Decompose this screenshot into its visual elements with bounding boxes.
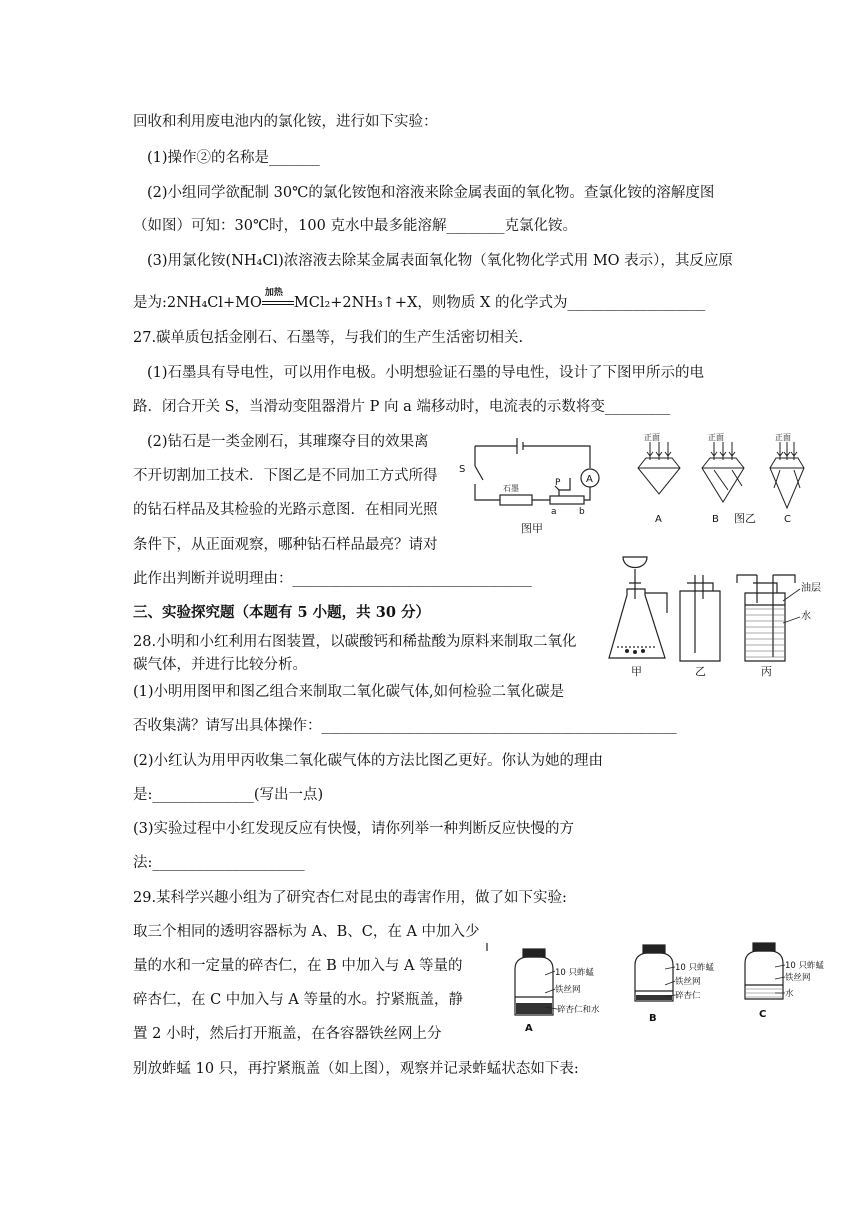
oil-layer-label: 油层: [801, 583, 821, 594]
water-label: 水: [801, 611, 811, 622]
diamond-c-icon: [770, 458, 804, 508]
front-label: 正面: [708, 433, 724, 442]
text-line: 此作出判断并说明理由：_________________________________: [133, 571, 532, 587]
question-28-2: (2)小红认为用甲丙收集二氧化碳气体的方法比图乙更好。你认为她的理由: [133, 753, 604, 769]
figure-caption: 图甲: [521, 522, 543, 535]
jar-c-grasshopper-label: 10 只蚱蜢: [785, 961, 825, 971]
question-2-2: (2)小组同学欲配制 30℃的氯化铵饱和溶液来除金属表面的氧化物。查氯化铵的溶解度图: [147, 185, 715, 201]
terminal-a-label: a: [551, 507, 557, 517]
equation-right: MCl₂+2NH₃↑+X，则物质 X 的化学式为___________________: [293, 295, 706, 311]
question-28-1: (1)小明用图甲和图乙组合来制取二氧化碳气体,如何检验二氧化碳是: [133, 684, 565, 700]
jar-c-icon: [745, 951, 783, 999]
front-label: 正面: [775, 433, 791, 442]
heat-arrow: [262, 288, 294, 313]
text-line: 别放蚱蜢 10 只，再拧紧瓶盖（如上图），观察并记录蚱蜢状态如下表:: [133, 1061, 579, 1077]
slider-p-label: P: [555, 478, 561, 488]
jar-b-icon: [635, 953, 673, 1001]
apparatus-label-yi: 乙: [695, 665, 706, 678]
text-line: 是:______________(写出一点): [133, 787, 324, 803]
reaction-equation: [133, 288, 706, 313]
jar-b-mesh-label: 铁丝网: [675, 977, 701, 987]
jar-b-grasshopper-label: 10 只蚱蜢: [675, 963, 715, 973]
text-line: 否收集满？请写出具体操作：_________________________________________________: [133, 718, 677, 734]
question-27-1: (1)石墨具有导电性，可以用作电极。小明想验证石墨的导电性，设计了下图甲所示的电: [147, 365, 705, 381]
ammeter-label: A: [586, 474, 593, 485]
text-line: 碎杏仁，在 C 中加入与 A 等量的水。拧紧瓶盖，静: [133, 992, 464, 1008]
text-line: 不开切割加工技术．下图乙是不同加工方式所得: [133, 468, 438, 484]
question-29: 29.某科学兴趣小组为了研究杏仁对昆虫的毒害作用，做了如下实验:: [133, 890, 567, 906]
text-line: 的钻石样品及其检验的光路示意图．在相同光照: [133, 502, 438, 518]
apparatus-label-bing: 丙: [761, 665, 772, 678]
text-line: 法:_____________________: [133, 855, 305, 871]
front-label: 正面: [644, 433, 660, 442]
text-line: 回收和利用废电池内的氯化铵，进行如下实验：: [133, 114, 438, 130]
text-line: 量的水和一定量的碎杏仁，在 B 中加入与 A 等量的: [133, 958, 463, 974]
equation-left: 是为:2NH₄Cl+MO: [133, 295, 262, 311]
question-28-3: (3)实验过程中小红发现反应有快慢，请你列举一种判断反应快慢的方: [133, 821, 575, 837]
jar-label-b: B: [649, 1013, 657, 1024]
gas-apparatus-figure: [605, 553, 835, 678]
jar-c-mesh-label: 铁丝网: [785, 973, 811, 983]
text-line: 路．闭合开关 S，当滑动变阻器滑片 P 向 a 端移动时，电流表的示数将变_________: [133, 399, 671, 415]
diamond-a-icon: [638, 458, 680, 494]
text-line: 取三个相同的透明容器标为 A、B、C，在 A 中加入少: [133, 924, 480, 940]
text-line: 置 2 小时，然后打开瓶盖，在各容器铁丝网上分: [133, 1026, 442, 1042]
question-28: 28.小明和小红利用右图装置，以碳酸钙和稀盐酸为原料来制取二氧化: [133, 634, 577, 650]
equals-line: [262, 304, 294, 305]
text-line: （如图）可知：30℃时，100 克水中最多能溶解________克氯化铵。: [133, 218, 577, 234]
switch-label: S: [459, 464, 466, 475]
sample-label-b: B: [712, 514, 719, 525]
graphite-label: 石墨: [503, 484, 519, 493]
circuit-figure: [455, 428, 615, 538]
jar-c-content-label: 水: [785, 989, 794, 999]
jar-label-a: A: [525, 1023, 533, 1034]
diamond-figure: [630, 430, 815, 530]
gas-bottle-icon: [680, 591, 720, 661]
question-2-1: (1)操作②的名称是_______: [147, 150, 320, 166]
figure-caption: 图乙: [734, 512, 756, 525]
separatory-funnel-icon: [623, 557, 647, 568]
heat-label: 加热: [264, 288, 283, 298]
equals-line: [262, 301, 294, 302]
apparatus-label-jia: 甲: [631, 665, 642, 678]
text-line: 碳气体，并进行比较分析。: [133, 657, 307, 673]
question-2-3: (3)用氯化铵(NH₄Cl)浓溶液去除某金属表面氧化物（氧化物化学式用 MO 表示），其反应原: [147, 253, 733, 269]
section-heading: 三、实验探究题（本题有 5 小题，共 30 分）: [133, 604, 430, 621]
jar-a-grasshopper-label: 10 只蚱蜢: [555, 968, 595, 978]
sample-label-a: A: [655, 514, 662, 525]
jars-figure: [483, 935, 828, 1035]
text-line: 条件下，从正面观察，哪种钻石样品最亮？请对: [133, 537, 438, 553]
question-27-2: (2)钻石是一类金刚石，其璀璨夺目的效果离: [147, 434, 429, 450]
jar-a-mesh-label: 铁丝网: [555, 985, 581, 995]
terminal-b-label: b: [579, 507, 585, 517]
jar-b-content-label: 碎杏仁: [675, 991, 701, 1001]
jar-label-c: C: [759, 1009, 767, 1020]
sample-label-c: C: [784, 514, 791, 525]
jar-a-content-label: 碎杏仁和水: [557, 1005, 600, 1015]
question-27: 27.碳单质包括金刚石、石墨等，与我们的生产生活密切相关.: [133, 330, 524, 346]
conical-flask-icon: [609, 589, 665, 658]
